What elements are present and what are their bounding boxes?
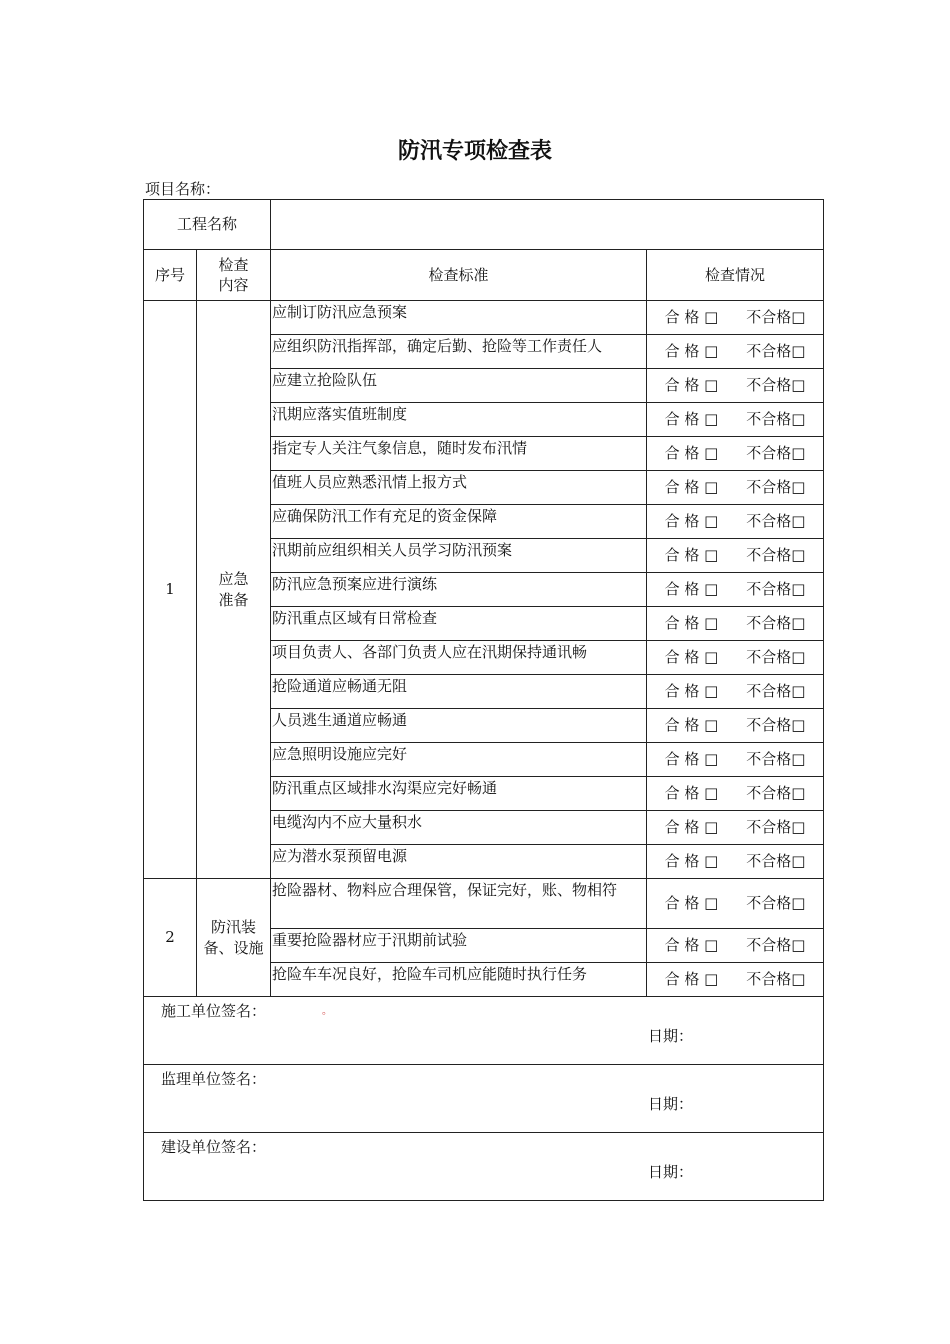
fail-checkbox[interactable]: 不合格□ bbox=[746, 444, 806, 463]
result-cell bbox=[647, 539, 824, 573]
fail-checkbox[interactable]: 不合格□ bbox=[746, 580, 806, 599]
pass-checkbox[interactable]: 合 格 □ bbox=[664, 580, 719, 599]
standard-cell: 汛期应落实值班制度 bbox=[271, 403, 647, 437]
fail-checkbox[interactable]: 不合格□ bbox=[746, 682, 806, 701]
standard-cell: 防汛应急预案应进行演练 bbox=[271, 573, 647, 607]
signature-date-label: 日期： bbox=[648, 1163, 694, 1181]
red-mark: 。 bbox=[322, 1006, 332, 1017]
fail-checkbox[interactable]: 不合格□ bbox=[746, 818, 806, 837]
result-cell bbox=[647, 607, 824, 641]
result-cell bbox=[647, 369, 824, 403]
signature-date-label: 日期： bbox=[648, 1095, 694, 1113]
signature-cell[interactable] bbox=[144, 1065, 824, 1133]
pass-checkbox[interactable]: 合 格 □ bbox=[664, 376, 719, 395]
pass-checkbox[interactable]: 合 格 □ bbox=[664, 682, 719, 701]
pass-checkbox[interactable]: 合 格 □ bbox=[664, 818, 719, 837]
standard-cell: 防汛重点区域有日常检查 bbox=[271, 607, 647, 641]
standard-cell: 抢险通道应畅通无阻 bbox=[271, 675, 647, 709]
result-cell bbox=[647, 641, 824, 675]
pass-checkbox[interactable]: 合 格 □ bbox=[664, 750, 719, 769]
result-cell bbox=[647, 879, 824, 929]
project-name-value-field[interactable] bbox=[271, 200, 824, 250]
result-cell bbox=[647, 505, 824, 539]
result-cell bbox=[647, 573, 824, 607]
signature-cell[interactable] bbox=[144, 997, 824, 1065]
result-cell bbox=[647, 963, 824, 997]
signature-row bbox=[144, 997, 824, 1065]
fail-checkbox[interactable]: 不合格□ bbox=[746, 342, 806, 361]
signature-label: 监理单位签名： bbox=[161, 1070, 267, 1088]
standard-cell: 抢险车车况良好，抢险车司机应能随时执行任务 bbox=[271, 963, 647, 997]
result-cell bbox=[647, 777, 824, 811]
result-cell bbox=[647, 437, 824, 471]
result-cell bbox=[647, 743, 824, 777]
table-row bbox=[144, 301, 824, 335]
project-name-label: 项目名称： bbox=[145, 180, 221, 198]
standard-cell: 应急照明设施应完好 bbox=[271, 743, 647, 777]
fail-checkbox[interactable]: 不合格□ bbox=[746, 308, 806, 327]
fail-checkbox[interactable]: 不合格□ bbox=[746, 894, 806, 913]
fail-checkbox[interactable]: 不合格□ bbox=[746, 478, 806, 497]
content-header bbox=[197, 250, 271, 301]
page-title: 防汛专项检查表 bbox=[397, 139, 552, 164]
signature-label: 施工单位签名： bbox=[161, 1002, 267, 1020]
standard-cell: 应确保防汛工作有充足的资金保障 bbox=[271, 505, 647, 539]
standard-cell: 应制订防汛应急预案 bbox=[271, 301, 647, 335]
signature-row bbox=[144, 1065, 824, 1133]
pass-checkbox[interactable]: 合 格 □ bbox=[664, 852, 719, 871]
pass-checkbox[interactable]: 合 格 □ bbox=[664, 716, 719, 735]
signature-label: 建设单位签名： bbox=[161, 1138, 267, 1156]
project-name-row bbox=[144, 200, 824, 250]
signature-row bbox=[144, 1133, 824, 1201]
fail-checkbox[interactable]: 不合格□ bbox=[746, 410, 806, 429]
result-cell bbox=[647, 929, 824, 963]
result-cell bbox=[647, 301, 824, 335]
column-header-row bbox=[144, 250, 824, 301]
standard-cell: 人员逃生通道应畅通 bbox=[271, 709, 647, 743]
table-row bbox=[144, 879, 824, 929]
result-cell bbox=[647, 845, 824, 879]
pass-checkbox[interactable]: 合 格 □ bbox=[664, 648, 719, 667]
fail-checkbox[interactable]: 不合格□ bbox=[746, 784, 806, 803]
fail-checkbox[interactable]: 不合格□ bbox=[746, 716, 806, 735]
group-content-text: 应急 准备 bbox=[218, 570, 249, 609]
pass-checkbox[interactable]: 合 格 □ bbox=[664, 936, 719, 955]
standard-cell: 值班人员应熟悉汛情上报方式 bbox=[271, 471, 647, 505]
group-seq-cell: 2 bbox=[144, 879, 197, 997]
seq-header: 序号 bbox=[144, 250, 197, 301]
result-cell bbox=[647, 403, 824, 437]
signature-date-label: 日期： bbox=[648, 1027, 694, 1045]
standard-cell: 项目负责人、各部门负责人应在汛期保持通讯畅 bbox=[271, 641, 647, 675]
pass-checkbox[interactable]: 合 格 □ bbox=[664, 410, 719, 429]
fail-checkbox[interactable]: 不合格□ bbox=[746, 512, 806, 531]
inspection-table-body bbox=[144, 200, 824, 1201]
pass-checkbox[interactable]: 合 格 □ bbox=[664, 784, 719, 803]
pass-checkbox[interactable]: 合 格 □ bbox=[664, 478, 719, 497]
standard-cell: 应为潜水泵预留电源 bbox=[271, 845, 647, 879]
result-cell bbox=[647, 471, 824, 505]
fail-checkbox[interactable]: 不合格□ bbox=[746, 546, 806, 565]
group-seq-cell: 1 bbox=[144, 301, 197, 879]
standard-cell: 抢险器材、物料应合理保管，保证完好，账、物相符 bbox=[271, 879, 647, 929]
inspection-table bbox=[143, 199, 824, 1201]
fail-checkbox[interactable]: 不合格□ bbox=[746, 970, 806, 989]
result-cell bbox=[647, 675, 824, 709]
group-content-text: 防汛装 备、设施 bbox=[203, 918, 264, 957]
group-content-cell bbox=[197, 301, 271, 879]
result-cell bbox=[647, 709, 824, 743]
standard-cell: 重要抢险器材应于汛期前试验 bbox=[271, 929, 647, 963]
pass-checkbox[interactable]: 合 格 □ bbox=[664, 512, 719, 531]
standard-cell: 汛期前应组织相关人员学习防汛预案 bbox=[271, 539, 647, 573]
content-header-text: 检查 内容 bbox=[218, 255, 249, 294]
result-cell bbox=[647, 811, 824, 845]
fail-checkbox[interactable]: 不合格□ bbox=[746, 852, 806, 871]
fail-checkbox[interactable]: 不合格□ bbox=[746, 614, 806, 633]
pass-checkbox[interactable]: 合 格 □ bbox=[664, 970, 719, 989]
standard-header: 检查标准 bbox=[271, 250, 647, 301]
result-header: 检查情况 bbox=[647, 250, 824, 301]
result-cell bbox=[647, 335, 824, 369]
fail-checkbox[interactable]: 不合格□ bbox=[746, 750, 806, 769]
pass-checkbox[interactable]: 合 格 □ bbox=[664, 308, 719, 327]
fail-checkbox[interactable]: 不合格□ bbox=[746, 936, 806, 955]
pass-checkbox[interactable]: 合 格 □ bbox=[664, 342, 719, 361]
standard-cell: 电缆沟内不应大量积水 bbox=[271, 811, 647, 845]
standard-cell: 应建立抢险队伍 bbox=[271, 369, 647, 403]
standard-cell: 应组织防汛指挥部，确定后勤、抢险等工作责任人 bbox=[271, 335, 647, 369]
signature-cell[interactable] bbox=[144, 1133, 824, 1201]
group-content-cell bbox=[197, 879, 271, 997]
fail-checkbox[interactable]: 不合格□ bbox=[746, 376, 806, 395]
pass-checkbox[interactable]: 合 格 □ bbox=[664, 444, 719, 463]
standard-cell: 防汛重点区域排水沟渠应完好畅通 bbox=[271, 777, 647, 811]
fail-checkbox[interactable]: 不合格□ bbox=[746, 648, 806, 667]
pass-checkbox[interactable]: 合 格 □ bbox=[664, 894, 719, 913]
pass-checkbox[interactable]: 合 格 □ bbox=[664, 614, 719, 633]
standard-cell: 指定专人关注气象信息，随时发布汛情 bbox=[271, 437, 647, 471]
pass-checkbox[interactable]: 合 格 □ bbox=[664, 546, 719, 565]
project-name-header: 工程名称 bbox=[144, 200, 271, 250]
